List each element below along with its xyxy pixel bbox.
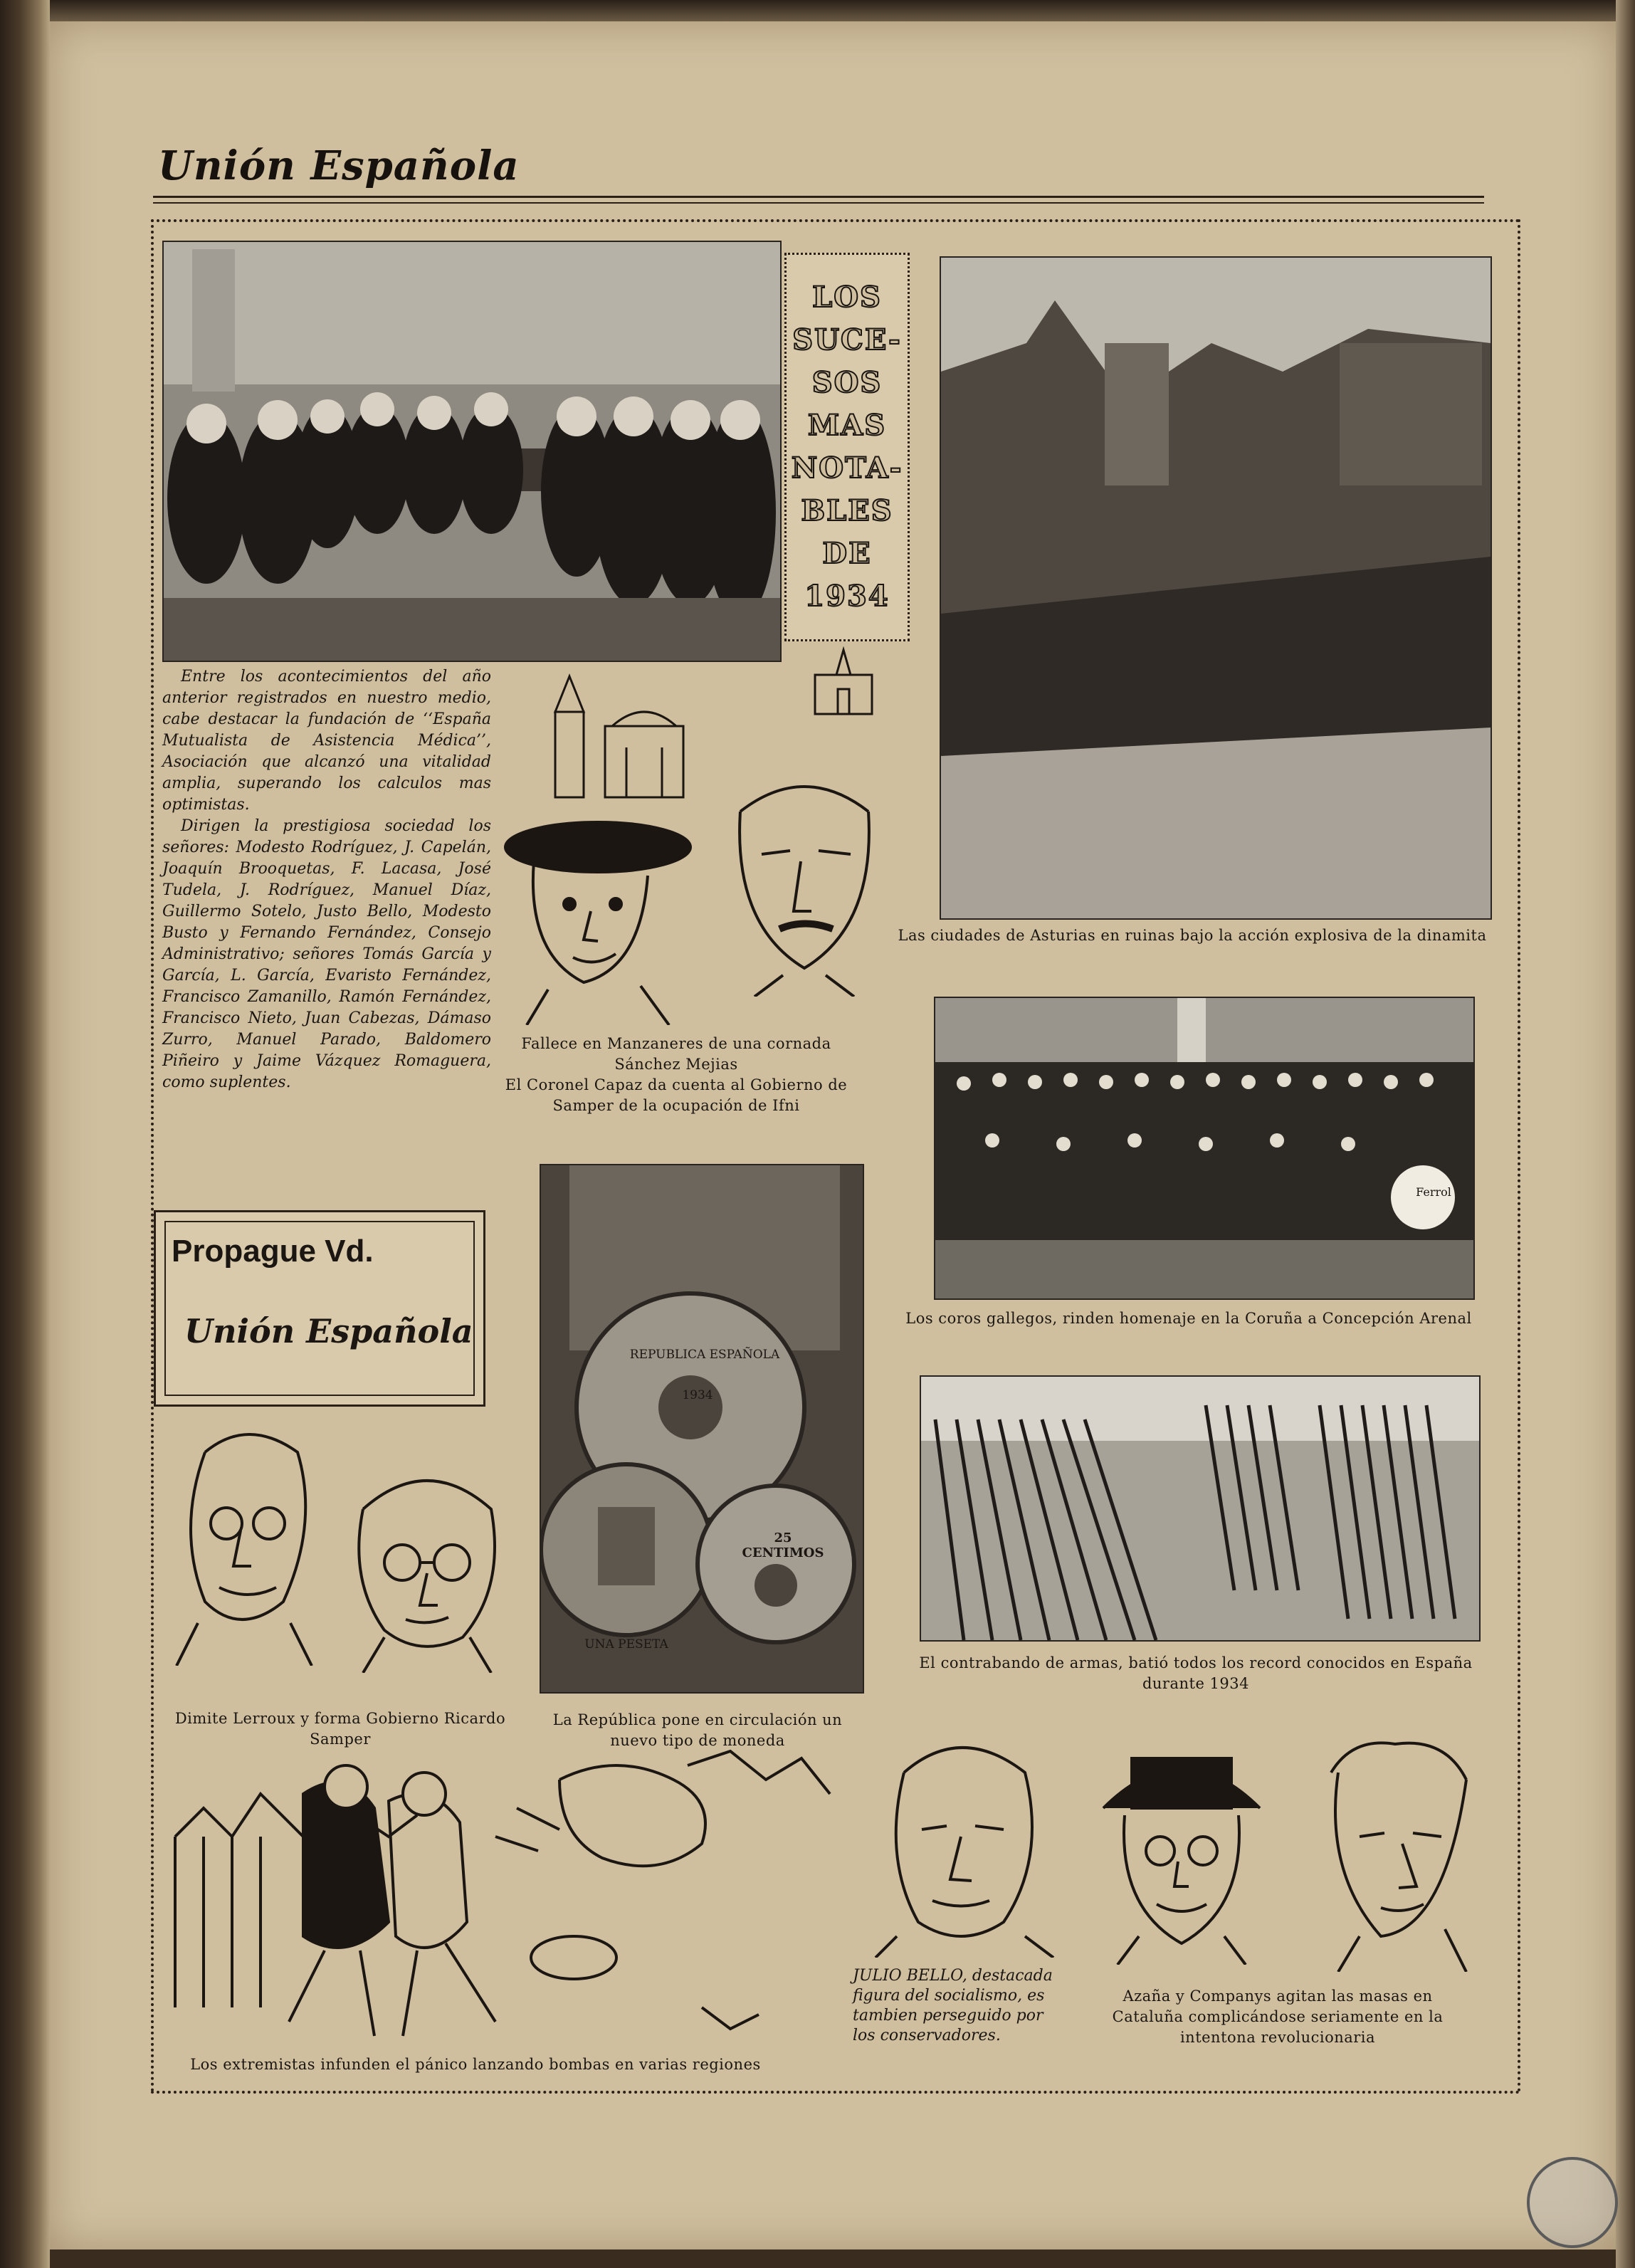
- moneda-caption: La República pone en circulación un nuevo tipo de moneda: [552, 1711, 843, 1749]
- title-line: DE: [822, 537, 872, 570]
- page-edge-top: [0, 0, 1635, 21]
- title-line: BLES: [801, 494, 893, 527]
- mutualista-article: [162, 666, 491, 1093]
- samper-caricature: [335, 1466, 520, 1673]
- title-line: LOS: [812, 280, 882, 314]
- masthead-logo: Unión Española: [158, 142, 520, 189]
- church-sketch: [808, 646, 879, 718]
- extremistas-cartoon: [161, 1737, 837, 2050]
- cathedral-sketch: [541, 669, 698, 804]
- sanchez-mejias-caption: Fallece en Manzaneres de una cornada Sánchez Mejias: [521, 1035, 831, 1073]
- coin-value: 25 CENTIMOS: [742, 1531, 824, 1560]
- coros-banner-text: Ferrol: [1416, 1185, 1451, 1199]
- page-edge-right: [1616, 0, 1635, 2268]
- propague-slogan: Propague Vd.: [172, 1234, 374, 1269]
- sanchez-mejias-caricature: [498, 812, 698, 1025]
- azana-caricature: [1089, 1744, 1274, 1965]
- masthead-rule-top: [153, 196, 1484, 198]
- coin-year: 1934: [682, 1388, 713, 1402]
- contrabando-armas-photo: [920, 1375, 1481, 1642]
- julio-bello-caricature: [854, 1730, 1068, 1958]
- lerroux-caption: Dimite Lerroux y forma Gobierno Ricardo Samper: [174, 1710, 506, 1748]
- coin-legend: REPUBLICA ESPAÑOLA: [629, 1348, 780, 1362]
- title-line: MAS: [807, 409, 887, 442]
- extremistas-caption: Los extremistas infunden el pánico lanzando bombas en varias regiones: [190, 2056, 761, 2073]
- title-line: SUCE-: [792, 323, 902, 357]
- title-box: [784, 253, 910, 641]
- title-line: 1934: [804, 579, 890, 613]
- asturias-caption: Las ciudades de Asturias en ruinas bajo la acción explosiva de la dinamita: [898, 927, 1487, 944]
- capaz-caption: El Coronel Capaz da cuenta al Gobierno de Samper de la ocupación de Ifni: [505, 1076, 848, 1114]
- title-line: NOTA-: [791, 451, 903, 485]
- azana-companys-caption: Azaña y Companys agitan las masas en Cataluña complicándose seriamente en la intentona revolucionaria: [1112, 1988, 1444, 2046]
- masthead-rule-bottom: [153, 202, 1484, 204]
- coros-gallegos-photo: [934, 997, 1475, 1300]
- coins-photo: [540, 1164, 864, 1694]
- coin-peseta: UNA PESETA: [584, 1637, 668, 1652]
- article-paragraph: Dirigen la prestigiosa sociedad los señores: Modesto Rodríguez, J. Capelán, Joaquín Brooquetas, F. Lacasa, José Tudela, J. Rodríguez, Manuel Díaz, Guillermo Sotelo, Justo Bello, Modesto Busto y Fernando Fernández, Consejo Administrativo; señores Tomás García y García, L. García, Evaristo Fernández, Francisco Zamanillo, Ramón Fernández, Francisco Nieto, Juan Cabezas, Dámaso Zurro, Manuel Parado, Baldomero Piñeiro y Jaime Vázquez Romaguera, como suplentes.: [162, 817, 491, 1091]
- page-edge-left: [0, 0, 50, 2268]
- article-paragraph: Entre los acontecimientos del año anterior registrados en nuestro medio, cabe destacar la fundación de ‘‘España Mutualista de Asistencia Médica’’, Asociación que alcanzó una vitalidad amplia, superando los calculos mas optimistas.: [162, 668, 491, 814]
- library-stamp: [1527, 2157, 1618, 2248]
- title-line: SOS: [811, 366, 883, 399]
- contrabando-caption: El contrabando de armas, batió todos los record conocidos en España durante 1934: [919, 1654, 1473, 1692]
- mutualista-board-photo: [162, 241, 782, 662]
- julio-bello-caption: JULIO BELLO, destacada figura del socialismo, es tambien perseguido por los conservadores.: [853, 1967, 1053, 2044]
- companys-caricature: [1303, 1730, 1488, 1972]
- propague-logo: Unión Española: [184, 1312, 473, 1350]
- asturias-ruins-photo: [940, 256, 1492, 920]
- coros-caption: Los coros gallegos, rinden homenaje en la Coruña a Concepción Arenal: [905, 1310, 1472, 1327]
- propague-ad: [154, 1210, 485, 1407]
- capaz-caricature: [719, 769, 890, 997]
- lerroux-caricature: [162, 1424, 326, 1666]
